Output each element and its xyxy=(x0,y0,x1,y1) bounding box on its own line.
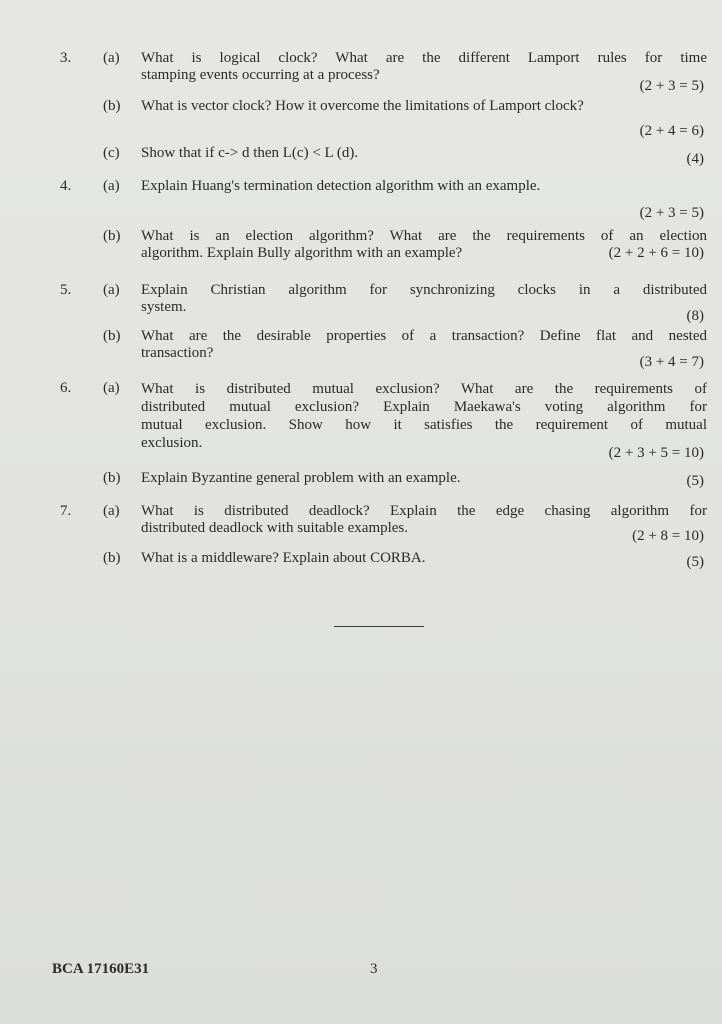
question-text xyxy=(141,503,707,537)
question-line: Show that if c-> d then L(c) < L (d). xyxy=(141,145,359,161)
part-label: (a) xyxy=(103,503,120,519)
question-text xyxy=(141,98,707,115)
part-label: (b) xyxy=(103,328,121,344)
marks: (4) xyxy=(686,151,704,167)
question-text xyxy=(141,282,707,316)
part-label: (a) xyxy=(103,282,120,298)
question-line: Explain Christian algorithm for synchronizing clocks in a distributed xyxy=(141,282,707,298)
question-line: What is logical clock? What are the different Lamport rules for time xyxy=(141,50,707,66)
marks: (2 + 3 = 5) xyxy=(639,205,704,221)
question-text xyxy=(141,470,707,487)
marks: (2 + 3 + 5 = 10) xyxy=(608,445,704,461)
part-label: (b) xyxy=(103,98,121,114)
end-rule xyxy=(334,626,424,627)
question-number: 6. xyxy=(60,380,72,396)
question-line: algorithm. Explain Bully algorithm with an example? xyxy=(141,245,463,261)
question-number: 7. xyxy=(60,503,72,519)
question-line: What is distributed mutual exclusion? What are the requirements of xyxy=(141,381,707,397)
marks: (2 + 4 = 6) xyxy=(639,123,704,139)
question-line: distributed deadlock with suitable examples. xyxy=(141,520,409,536)
question-text xyxy=(141,380,707,452)
question-line: mutual exclusion. Show how it satisfies the requirement of mutual xyxy=(141,417,707,433)
marks: (3 + 4 = 7) xyxy=(639,354,704,370)
page-number: 3 xyxy=(370,961,378,977)
question-line: distributed mutual exclusion? Explain Maekawa's voting algorithm for xyxy=(141,399,707,415)
part-label: (b) xyxy=(103,228,121,244)
question-text xyxy=(141,328,707,362)
question-line: system. xyxy=(141,299,187,315)
question-text xyxy=(141,550,707,567)
marks: (5) xyxy=(686,554,704,570)
question-number: 3. xyxy=(60,50,72,66)
part-label: (b) xyxy=(103,470,121,486)
question-line: What is vector clock? How it overcome the limitations of Lamport clock? xyxy=(141,98,584,114)
marks: (8) xyxy=(686,308,704,324)
question-text xyxy=(141,145,707,162)
marks: (2 + 2 + 6 = 10) xyxy=(608,245,704,261)
question-number: 4. xyxy=(60,178,72,194)
question-number: 5. xyxy=(60,282,72,298)
part-label: (a) xyxy=(103,50,120,66)
question-line: What is a middleware? Explain about CORBA. xyxy=(141,550,426,566)
marks: (5) xyxy=(686,473,704,489)
question-line: Explain Byzantine general problem with an example. xyxy=(141,470,461,486)
question-line: What are the desirable properties of a transaction? Define flat and nested xyxy=(141,328,707,344)
question-line: transaction? xyxy=(141,345,214,361)
marks: (2 + 3 = 5) xyxy=(639,78,704,94)
part-label: (a) xyxy=(103,178,120,194)
question-line: What is distributed deadlock? Explain the edge chasing algorithm for xyxy=(141,503,707,519)
question-line: Explain Huang's termination detection algorithm with an example. xyxy=(141,178,541,194)
marks: (2 + 8 = 10) xyxy=(632,528,704,544)
paper-code: BCA 17160E31 xyxy=(52,961,150,977)
question-line: What is an election algorithm? What are the requirements of an election xyxy=(141,228,707,244)
question-text xyxy=(141,50,707,84)
question-text xyxy=(141,178,707,195)
part-label: (a) xyxy=(103,380,120,396)
part-label: (c) xyxy=(103,145,120,161)
question-line: exclusion. xyxy=(141,435,203,451)
question-line: stamping events occurring at a process? xyxy=(141,67,380,83)
part-label: (b) xyxy=(103,550,121,566)
